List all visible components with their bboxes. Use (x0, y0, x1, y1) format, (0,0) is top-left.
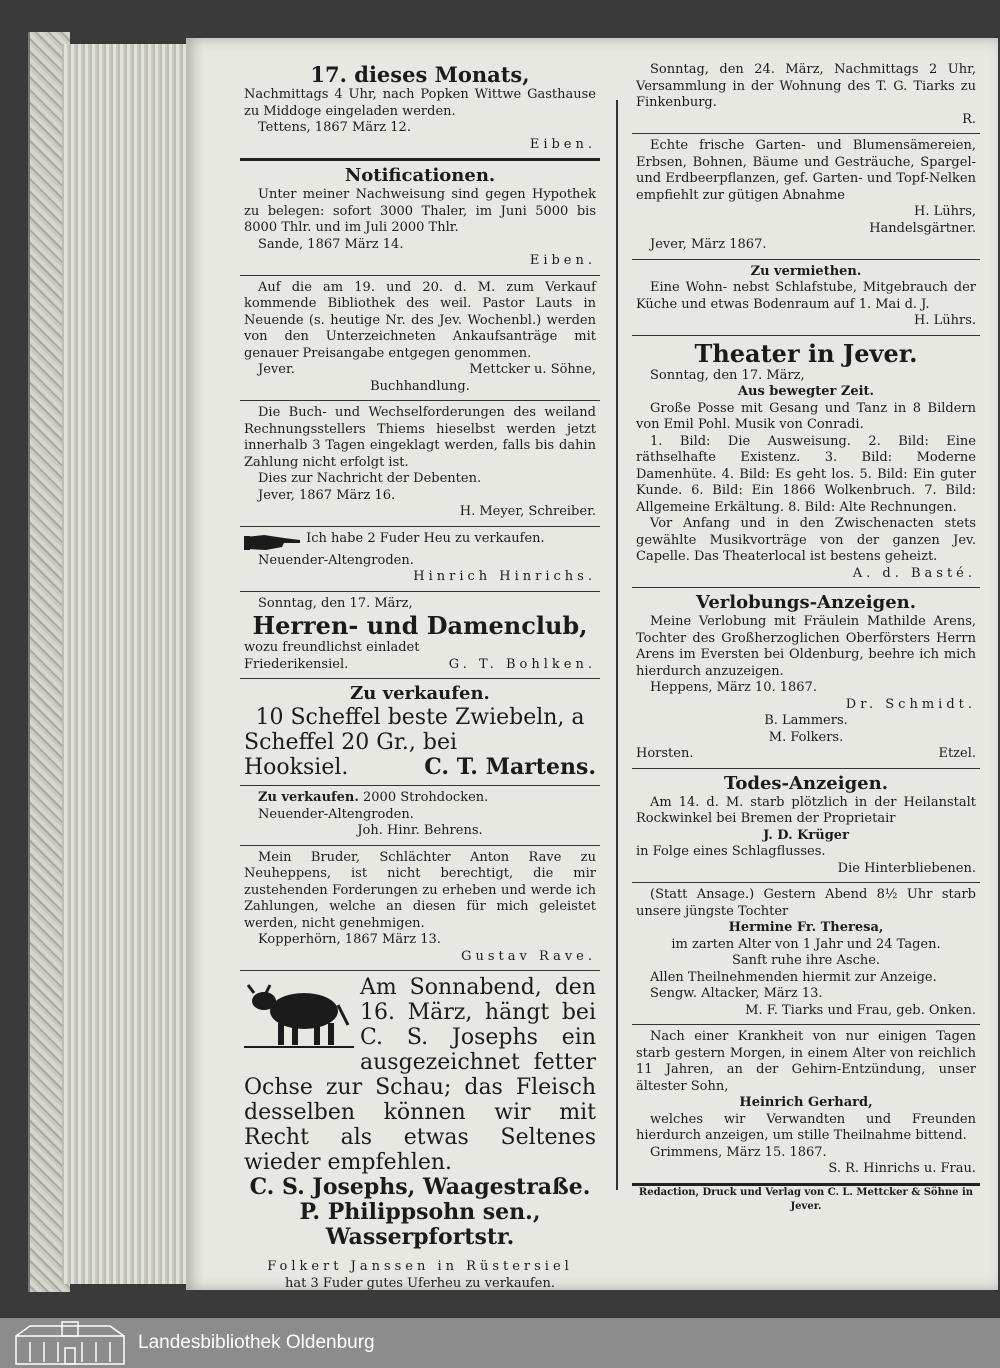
ad-signature-2: Buchhandlung. (370, 378, 470, 394)
imprint: Redaction, Druck und Verlag von C. L. Mettcker & Söhne in Jever. (638, 1186, 974, 1212)
ad-signature: H. Meyer, Schreiber. (459, 504, 596, 519)
ad-place-date: Tettens, 1867 März 12. (258, 120, 411, 135)
ad-body: Auf die am 19. und 20. d. M. zum Verkauf kommende Bibliothek des weil. Pastor Lauts in Neuende (s. heutige Nr. des Jev. Wochenbl.) werden von den Unterzeichneten Ankaufsanträge mit genauer Preisangabe entgegen genommen. (244, 279, 596, 361)
library-building-icon (10, 1318, 130, 1368)
ad-notifikationen (240, 161, 600, 276)
ad-signature: R. (962, 111, 976, 127)
ad-place-date: Jever, 1867 März 16. (258, 487, 396, 503)
ad-intro: Nach einer Krankheit von nur einigen Tagen starb gestern Morgen, in einem Alter von reichlich 11 Jahren, an der Gehirn-Entzündung, unser ältester Sohn, (636, 1029, 976, 1094)
library-footer (0, 1318, 1000, 1368)
ad-date: Sonntag, den 17. März, (258, 595, 413, 611)
ad-name: J. D. Krüger (763, 827, 849, 843)
ad-signature: Eiben. (529, 253, 596, 268)
ad-cause: in Folge eines Schlagflusses. (636, 844, 826, 859)
ad-vermiethen (632, 260, 980, 336)
ad-signature: H. Lührs, (914, 204, 976, 219)
ad-body: Eine Wohn- nebst Schlafstube, Mitgebrauch der Küche und etwas Bodenraum auf 1. Mai d. J. (636, 280, 976, 312)
ad-heu (240, 527, 600, 592)
ad-place: Friederikensiel. (244, 656, 349, 672)
ad-bruder (240, 846, 600, 972)
ad-heading: Todes-Anzeigen. (724, 772, 888, 794)
ad-hermine (632, 883, 980, 1025)
library-name: Landesbibliothek Oldenburg (138, 1332, 375, 1353)
ad-body: Am Sonnabend, den 16. März, hängt bei C. S. Josephs ein ausgezeichnet fetter Ochse zur Schau; das Fleisch desselben können wir mit Recht als etwas Seltenes wieder empfehlen. (244, 975, 596, 1175)
ad-intro: (Statt Ansage.) Gestern Abend 8½ Uhr starb unsere jüngste Tochter (636, 887, 976, 919)
ad-body: Nachmittags 4 Uhr, nach Popken Wittwe Gasthause zu Middoge eingeladen werden. (244, 87, 596, 119)
ad-place: Hooksiel. (244, 755, 349, 780)
ad-name: Heinrich Gerhard, (739, 1095, 873, 1110)
ad-signature-2: Handelsgärtner. (869, 220, 976, 236)
ad-samen (632, 134, 980, 260)
ad-uferheu (240, 1255, 600, 1297)
ad-item: 2000 Strohdocken. (363, 790, 489, 805)
ad-name: Folkert Janssen in Rüstersiel (267, 1259, 573, 1274)
page-stack (62, 44, 187, 1284)
ad-body: Mein Bruder, Schlächter Anton Rave zu Neuheppens, ist nicht berechtigt, die mir zustehenden Forderungen zu erheben und werde ich Zahlungen, welche an diesen für mich geleistet werden, nicht genehmigen. (244, 849, 596, 931)
ox-illustration-icon (244, 975, 354, 1051)
ad-place-1: Horsten. (636, 746, 694, 761)
ad-body: Meine Verlobung mit Fräulein Mathilde Arens, Tochter des Großherzoglichen Oberförsters Herrn Arens im Eversten bei Oldenburg, beehre ich mich hierdurch anzuzeigen. (636, 614, 976, 679)
ad-theater (632, 336, 980, 589)
ad-bibliothek (240, 276, 600, 402)
ad-versammlung (632, 58, 980, 134)
ad-body: Die Buch- und Wechselforderungen des weiland Rechnungsstellers Thiems hieselbst werden jetzt innerhalb 3 Tagen eingeklagt werden, falls bis dahin Zahlung nicht erfolgt ist. (244, 405, 596, 470)
ad-place-2: Etzel. (938, 746, 976, 761)
ad-seller: C. T. Martens. (424, 754, 596, 780)
ad-heading: Notificationen. (344, 165, 496, 186)
ad-body: Ich habe 2 Fuder Heu zu verkaufen. (306, 530, 545, 546)
ad-note: Dies zur Nachricht der Debenten. (258, 471, 482, 486)
left-column (240, 58, 600, 1297)
ad-monats (240, 58, 600, 161)
ad-ochse (240, 971, 600, 1255)
ad-club (240, 592, 600, 680)
ad-body: Am 14. d. M. starb plötzlich in der Heilanstalt Rockwinkel bei Bremen der Proprietair (636, 794, 976, 826)
ad-seller-2: P. Philippsohn sen., Wasserpfortstr. (299, 1199, 541, 1250)
ad-note: Vor Anfang und in den Zwischenacten stets gewählte Musikvorträge von der ganzen Jev. Capelle. Das Theaterlocal ist bestens geheizt. (636, 516, 976, 564)
ad-seller-1: C. S. Josephs, Waagestraße. (249, 1174, 591, 1200)
ad-signature: Hinrich Hinrichs. (413, 569, 596, 584)
ad-name-2: M. Folkers. (768, 729, 844, 745)
ad-signature: Joh. Hinr. Behrens. (357, 823, 483, 838)
ad-signature: Dr. Schmidt. (845, 696, 976, 712)
ad-age: im zarten Alter von 1 Jahr und 24 Tagen. (671, 936, 941, 952)
ad-line-2: Scheffel 20 Gr., bei (244, 730, 458, 755)
ad-place-date: Sande, 1867 März 14. (258, 236, 404, 252)
ad-place-date: Grimmens, März 15. 1867. (650, 1144, 827, 1160)
ad-signature: Die Hinterbliebenen. (837, 860, 976, 876)
ad-body: welches wir Verwandten und Freunden hierdurch anzeigen, um stille Theilnahme bittend. (636, 1111, 976, 1143)
ad-heading: Theater in Jever. (694, 338, 918, 368)
ad-signature: A. d. Basté. (852, 565, 976, 581)
ad-body: hat 3 Fuder gutes Uferheu zu verkaufen. (285, 1275, 555, 1291)
ad-signature: Mettcker u. Söhne, (469, 362, 596, 377)
ad-heading: Zu verkaufen. (350, 683, 490, 704)
ad-zwiebeln (240, 679, 600, 786)
ad-place-date: Sengw. Altacker, März 13. (650, 986, 823, 1001)
ad-forderungen (240, 401, 600, 527)
ad-verlobung (632, 588, 980, 769)
ad-heading: Zu vermiethen. (750, 263, 862, 279)
ad-bilder: 1. Bild: Die Ausweisung. 2. Bild: Eine räthselhafte Existenz. 3. Bild: Moderne Damenhüte. 4. Bild: Es geht los. 5. Bild: Ein guter Kunde. 6. Bild: Ein 1866 Wolkenbruch. 7. Bild: Allgemeine Erkältung. 8. Bild: Alte Rechnungen. (636, 433, 976, 515)
ad-signature: S. R. Hinrichs u. Frau. (828, 1161, 976, 1176)
ad-title: Aus bewegter Zeit. (737, 384, 875, 399)
ad-body: Echte frische Garten- und Blumensämereien, Erbsen, Bohnen, Bäume und Gesträuche, Spargel- und Erdbeerpflanzen, gef. Garten- und Topf-Nelken empfiehlt zur gütigen Abnahme (636, 138, 976, 203)
ad-invite: wozu freundlichst einladet (244, 640, 420, 655)
ad-heinrich (632, 1025, 980, 1186)
ad-rest: Sanft ruhe ihre Asche. (731, 953, 881, 968)
ad-place: Neuender-Altengroden. (258, 552, 414, 568)
ad-heading: Herren- und Damenclub, (252, 611, 588, 640)
ad-place-date: Kopperhörn, 1867 März 13. (258, 932, 441, 947)
ad-heading: Verlobungs-Anzeigen. (696, 592, 916, 613)
pointing-hand-icon (244, 531, 302, 553)
ad-heading: Zu verkaufen. (258, 790, 359, 805)
column-divider (616, 100, 618, 1190)
ad-place-date: Heppens, März 10. 1867. (650, 680, 817, 695)
ad-signature: Gustav Rave. (461, 948, 596, 964)
ad-place: Jever. (258, 362, 295, 377)
ad-place-date: Jever, März 1867. (650, 237, 767, 252)
ad-body: Sonntag, den 24. März, Nachmittags 2 Uhr, Versammlung in der Wohnung des T. G. Tiarks zu Finkenburg. (636, 62, 976, 110)
ad-body: Unter meiner Nachweisung sind gegen Hypothek zu belegen: sofort 3000 Thaler, im Juni 5000 bis 8000 Thlr. und im Juli 2000 Thlr. (244, 187, 596, 235)
ad-name: Hermine Fr. Theresa, (728, 920, 884, 935)
ad-strohdocken (240, 786, 600, 846)
ad-signature: G. T. Bohlken. (448, 656, 596, 672)
ad-notice: Allen Theilnehmenden hiermit zur Anzeige. (650, 969, 937, 985)
right-column (632, 58, 980, 1214)
ad-name-1: B. Lammers. (764, 713, 848, 728)
ad-date: Sonntag, den 17. März, (650, 367, 805, 383)
ad-heading: 17. dieses Monats, (310, 62, 530, 87)
ad-signature: Eiben. (529, 136, 596, 152)
ad-signature: H. Lührs. (914, 313, 976, 328)
ad-todes (632, 769, 980, 884)
ad-signature: M. F. Tiarks und Frau, geb. Onken. (745, 1002, 976, 1018)
ad-place: Neuender-Altengroden. (258, 806, 414, 822)
ad-subtitle: Große Posse mit Gesang und Tanz in 8 Bildern von Emil Pohl. Musik von Conradi. (636, 400, 976, 432)
ad-line-1: 10 Scheffel beste Zwiebeln, a (255, 705, 585, 730)
